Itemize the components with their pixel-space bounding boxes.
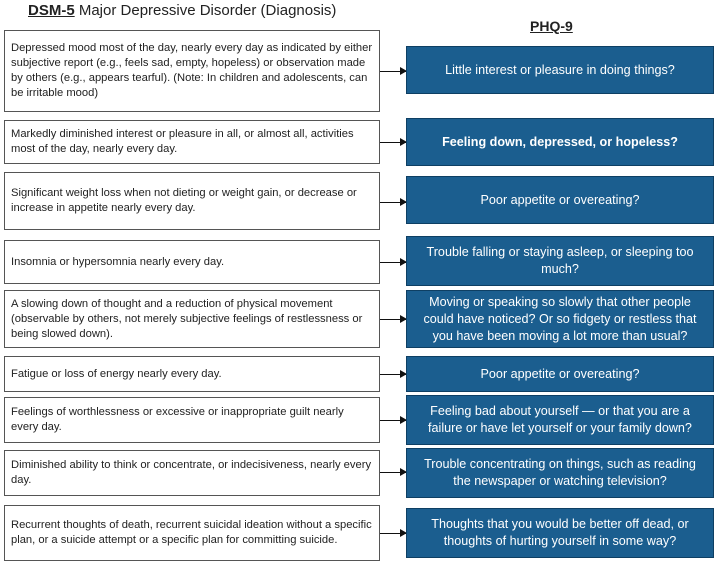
phq9-heading: PHQ-9 <box>530 18 573 34</box>
mapping-arrow <box>380 374 406 375</box>
phq-item-box <box>406 356 714 392</box>
dsm5-heading-rest: Major Depressive Disorder (Diagnosis) <box>74 2 337 19</box>
mapping-arrow <box>380 420 406 421</box>
dsm-criterion-box <box>4 240 380 284</box>
mapping-arrow <box>380 202 406 203</box>
dsm-criterion-box <box>4 30 380 112</box>
phq-item-text: Thoughts that you would be better off dead, or thoughts of hurting yourself in some way? <box>431 517 689 548</box>
phq-item-text: Little interest or pleasure in doing things? <box>445 62 675 77</box>
mapping-arrow <box>380 533 406 534</box>
dsm-criterion-box <box>4 397 380 443</box>
phq-item-text: Feeling down, depressed, or hopeless? <box>442 134 678 149</box>
dsm-criterion-text: Feelings of worthlessness or excessive or inappropriate guilt nearly every day. <box>11 406 344 433</box>
dsm-criterion-box <box>4 290 380 348</box>
dsm-criterion-text: Insomnia or hypersomnia nearly every day. <box>11 255 225 268</box>
phq-item-box <box>406 395 714 445</box>
phq-item-text: Trouble falling or staying asleep, or sleeping too much? <box>426 245 694 276</box>
dsm-criterion-text: Depressed mood most of the day, nearly every day as indicated by either subjective report (e.g., feels sad, empty, hopeless) or observation made by others (e.g., appears tearful). (Note: In children and adolescents, can be irritable mood) <box>11 42 373 99</box>
dsm-criterion-box <box>4 172 380 230</box>
phq-item-text: Trouble concentrating on things, such as reading the newspaper or watching television? <box>424 457 696 488</box>
dsm-criterion-text: Fatigue or loss of energy nearly every day. <box>11 367 222 380</box>
dsm-criterion-box <box>4 120 380 164</box>
phq-item-text: Poor appetite or overeating? <box>480 366 640 381</box>
mapping-arrow <box>380 262 406 263</box>
phq-item-text: Poor appetite or overeating? <box>480 192 640 207</box>
dsm-criterion-box <box>4 505 380 561</box>
dsm-criterion-text: Markedly diminished interest or pleasure in all, or almost all, activities most of the day, nearly every day. <box>11 128 354 155</box>
phq-item-box <box>406 290 714 348</box>
phq-item-box <box>406 176 714 224</box>
phq-item-box <box>406 46 714 94</box>
dsm-criterion-box <box>4 356 380 392</box>
dsm-criterion-text: Significant weight loss when not dieting or weight gain, or decrease or increase in appetite nearly every day. <box>11 187 357 214</box>
mapping-arrow <box>380 142 406 143</box>
phq-item-box <box>406 236 714 286</box>
phq-item-text: Feeling bad about yourself — or that you are a failure or have let yourself or your family down? <box>428 404 692 435</box>
dsm5-heading <box>28 2 336 19</box>
dsm-criterion-text: Diminished ability to think or concentrate, or indecisiveness, nearly every day. <box>11 459 372 486</box>
mapping-arrow <box>380 71 406 72</box>
phq-item-box <box>406 508 714 558</box>
mapping-arrow <box>380 319 406 320</box>
phq-item-box <box>406 448 714 498</box>
dsm-criterion-text: A slowing down of thought and a reduction of physical movement (observable by others, not merely subjective feelings of restlessness or being slowed down). <box>11 297 363 340</box>
phq-item-text: Moving or speaking so slowly that other people could have noticed? Or so fidgety or restless that you have been moving a lot more than usual? <box>423 294 697 343</box>
mapping-arrow <box>380 472 406 473</box>
dsm-criterion-text: Recurrent thoughts of death, recurrent suicidal ideation without a specific plan, or a suicide attempt or a specific plan for committing suicide. <box>11 519 372 546</box>
dsm5-heading-bold: DSM-5 <box>28 2 75 19</box>
phq-item-box <box>406 118 714 166</box>
dsm-criterion-box <box>4 450 380 496</box>
